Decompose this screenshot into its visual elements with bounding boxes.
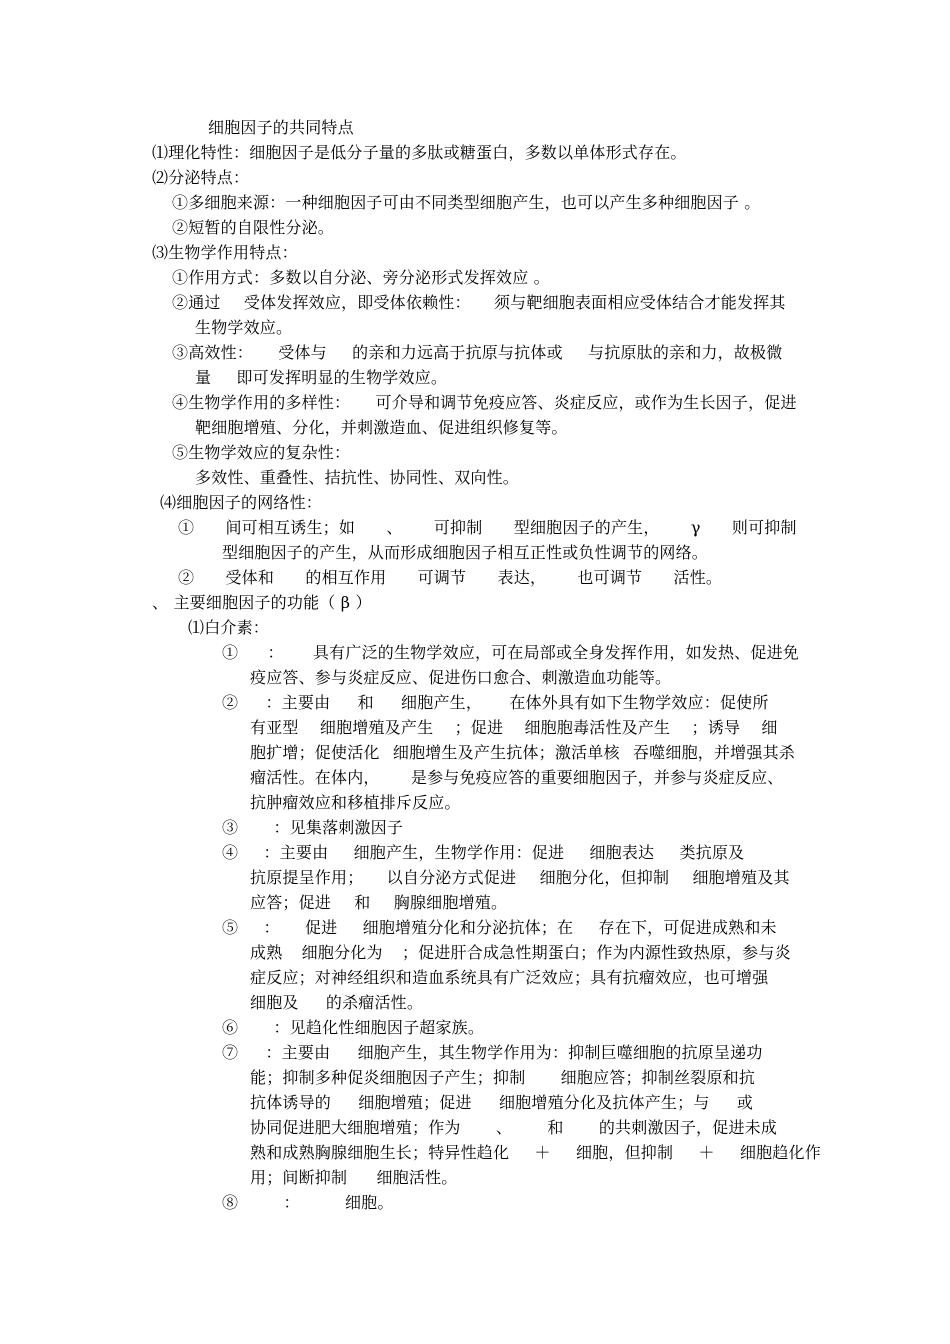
list-item-cont: 瘤活性。在体内， 是参与免疫应答的重要细胞因子，并参与炎症反应、 xyxy=(250,768,784,787)
list-item-cont: 症反应；对神经组织和造血系统具有广泛效应；具有抗瘤效应，也可增强 xyxy=(250,968,769,987)
section-title: 细胞因子的共同特点 xyxy=(208,118,354,137)
list-item-cont: 抗肿瘤效应和移植排斥反应。 xyxy=(250,793,461,812)
paragraph-line: ②短暂的自限性分泌。 xyxy=(172,218,335,237)
list-item: ⑤ ： 促进 细胞增殖分化和分泌抗体；在 存在下，可促进成熟和未 xyxy=(222,918,777,937)
paragraph-line: ① 间可相互诱生；如 、 可抑制 型细胞因子的产生， γ 则可抑制 xyxy=(178,518,797,537)
list-item: ⑦ ：主要由 细胞产生，其生物学作用为：抑制巨噬细胞的抗原呈递功 xyxy=(222,1043,763,1062)
list-item-cont: 用；间断抑制 细胞活性。 xyxy=(250,1168,458,1187)
list-item-cont: 应答；促进 和 胸腺细胞增殖。 xyxy=(250,893,508,912)
paragraph-line: ② 受体和 的相互作用 可调节 表达， 也可调节 活性。 xyxy=(178,568,723,587)
list-item: ② ：主要由 和 细胞产生， 在体外具有如下生物学效应：促使所 xyxy=(222,693,769,712)
list-item-cont: 抗原提呈作用； 以自分泌方式促进 细胞分化，但抑制 细胞增殖及其 xyxy=(250,868,790,887)
list-item: ④ ：主要由 细胞产生，生物学作用：促进 细胞表达 类抗原及 xyxy=(222,843,745,862)
list-item-cont: 协同促进肥大细胞增殖；作为 、 和 的共刺激因子，促进未成 xyxy=(250,1118,778,1137)
paragraph-line: ⑤生物学效应的复杂性： xyxy=(172,443,351,462)
paragraph-line: 量 即可发挥明显的生物学效应。 xyxy=(195,368,448,387)
paragraph-line: 型细胞因子的产生，从而形成细胞因子相互正性或负性调节的网络。 xyxy=(222,543,709,562)
list-item-cont: 细胞及 的杀瘤活性。 xyxy=(250,993,424,1012)
list-item: ⑥ ：见趋化性细胞因子超家族。 xyxy=(222,1018,485,1037)
paragraph-line: ④生物学作用的多样性： 可介导和调节免疫应答、炎症反应，或作为生长因子，促进 xyxy=(172,393,797,412)
list-item-cont: 能；抑制多种促炎细胞因子产生；抑制 细胞应答；抑制丝裂原和抗 xyxy=(250,1068,756,1087)
paragraph-line: 生物学效应。 xyxy=(195,318,293,337)
paragraph-line: ⑴白介素： xyxy=(188,618,270,637)
list-item-cont: 有亚型 细胞增殖及产生 ；促进 细胞胞毒活性及产生 ；诱导 细 xyxy=(250,718,778,737)
paragraph-line: ⑷细胞因子的网络性： xyxy=(160,493,323,512)
paragraph-line: ⑴理化特性：细胞因子是低分子量的多肽或糖蛋白，多数以单体形式存在。 xyxy=(152,143,687,162)
paragraph-line: ②通过 受体发挥效应，即受体依赖性： 须与靶细胞表面相应受体结合才能发挥其 xyxy=(172,293,786,312)
section-heading: 、 主要细胞因子的功能（ β ） xyxy=(152,593,372,612)
list-item-cont: 熟和成熟胸腺细胞生长；特异性趋化 ＋ 细胞，但抑制 ＋ 细胞趋化作 xyxy=(250,1143,821,1162)
list-item: ① ： 具有广泛的生物学效应，可在局部或全身发挥作用，如发热、促进免 xyxy=(222,643,799,662)
list-item: ⑧ ： 细胞。 xyxy=(222,1193,394,1212)
paragraph-line: ①多细胞来源：一种细胞因子可由不同类型细胞产生，也可以产生多种细胞因子 。 xyxy=(172,193,761,212)
paragraph-line: ⑵分泌特点： xyxy=(152,168,250,187)
paragraph-line: 多效性、重叠性、拮抗性、协同性、双向性。 xyxy=(195,468,520,487)
list-item-cont: 胞扩增；促使活化 细胞增生及产生抗体；激活单核 吞噬细胞，并增强其杀 xyxy=(250,743,795,762)
paragraph-line: ①作用方式：多数以自分泌、旁分泌形式发挥效应 。 xyxy=(172,268,550,287)
list-item-cont: 疫应答、参与炎症反应、促进伤口愈合、刺激造血功能等。 xyxy=(250,668,672,687)
list-item: ③ ：见集落刺激因子 xyxy=(222,818,404,837)
paragraph-line: ③高效性： 受体与 的亲和力远高于抗原与抗体或 与抗原肽的亲和力，故极微 xyxy=(172,343,783,362)
list-item-cont: 成熟 细胞分化为 ；促进肝合成急性期蛋白；作为内源性致热原，参与炎 xyxy=(250,943,791,962)
list-item-cont: 抗体诱导的 细胞增殖；促进 细胞增殖分化及抗体产生；与 或 xyxy=(250,1093,754,1112)
paragraph-line: 靶细胞增殖、分化，并刺激造血、促进组织修复等。 xyxy=(195,418,568,437)
paragraph-line: ⑶生物学作用特点： xyxy=(152,243,298,262)
